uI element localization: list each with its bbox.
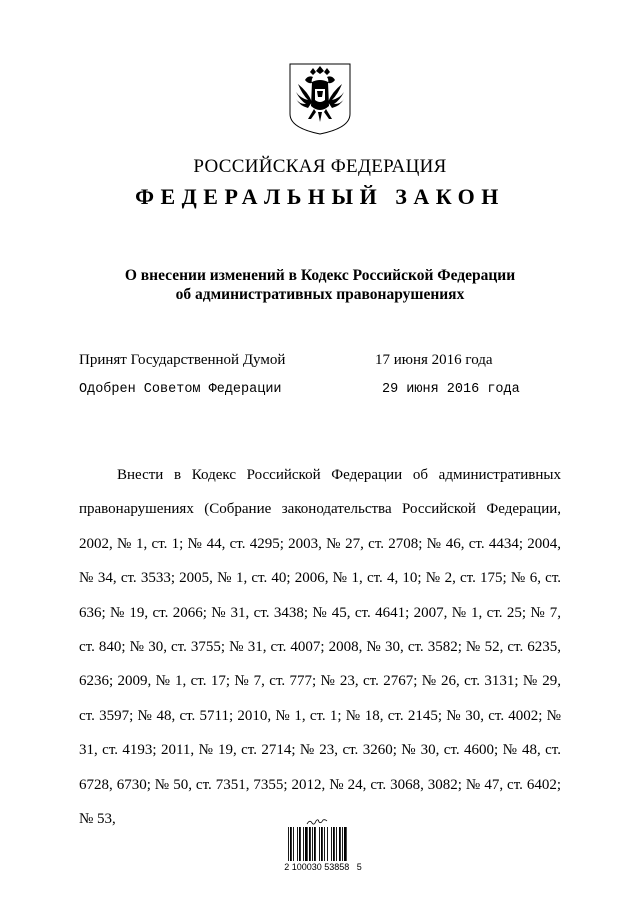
barcode-number: 2 100030 53858 5 [284, 862, 362, 872]
double-headed-eagle-icon [288, 62, 352, 136]
country-name: РОССИЙСКАЯ ФЕДЕРАЦИЯ [193, 156, 447, 177]
law-title-line-1: О внесении изменений в Кодекс Российской Федерации [124, 267, 516, 284]
coat-of-arms-emblem [288, 62, 352, 136]
barcode-block [284, 818, 362, 878]
adoption-date: 17 июня 2016 года [375, 352, 493, 368]
adoption-label: Принят Государственной Думой [79, 352, 286, 368]
signature-mark-icon [306, 818, 328, 826]
document-type-heading: ФЕДЕРАЛЬНЫЙ ЗАКОН [135, 184, 505, 209]
approval-date: 29 июня 2016 года [382, 382, 520, 397]
law-title-line-2: об административных правонарушениях [175, 286, 465, 303]
law-title [0, 266, 640, 304]
approval-label: Одобрен Советом Федерации [79, 382, 282, 397]
law-body-paragraph: Внести в Кодекс Российской Федерации об административных правонарушениях (Собрание законодательства Российской Федерации, 2002, № 1, ст. 1; № 44, ст. 4295; 2003, № 27, ст. 2708; № 46, ст. 4434; 2004, № 34, ст. 3533; 2005, № 1, ст. 40; 2006, № 1, ст. 4, 10; № 2, ст. 175; № 6, ст. 636; № 19, ст. 2066; № 31, ст. 3438; № 45, ст. 4641; 2007, № 1, ст. 25; № 7, ст. 840; № 30, ст. 3755; № 31, ст. 4007; 2008, № 30, ст. 3582; № 52, ст. 6235, 6236; 2009, № 1, ст. 17; № 7, ст. 777; № 23, ст. 2767; № 26, ст. 3131; № 29, ст. 3597; № 48, ст. 5711; 2010, № 1, ст. 1; № 18, ст. 2145; № 30, ст. 4002; № 31, ст. 4193; 2011, № 19, ст. 2714; № 23, ст. 3260; № 30, ст. 4600; № 48, ст. 6728, 6730; № 50, ст. 7351, 7355; 2012, № 24, ст. 3068, 3082; № 47, ст. 6402; № 53, [79, 467, 561, 828]
barcode-icon [288, 827, 358, 861]
